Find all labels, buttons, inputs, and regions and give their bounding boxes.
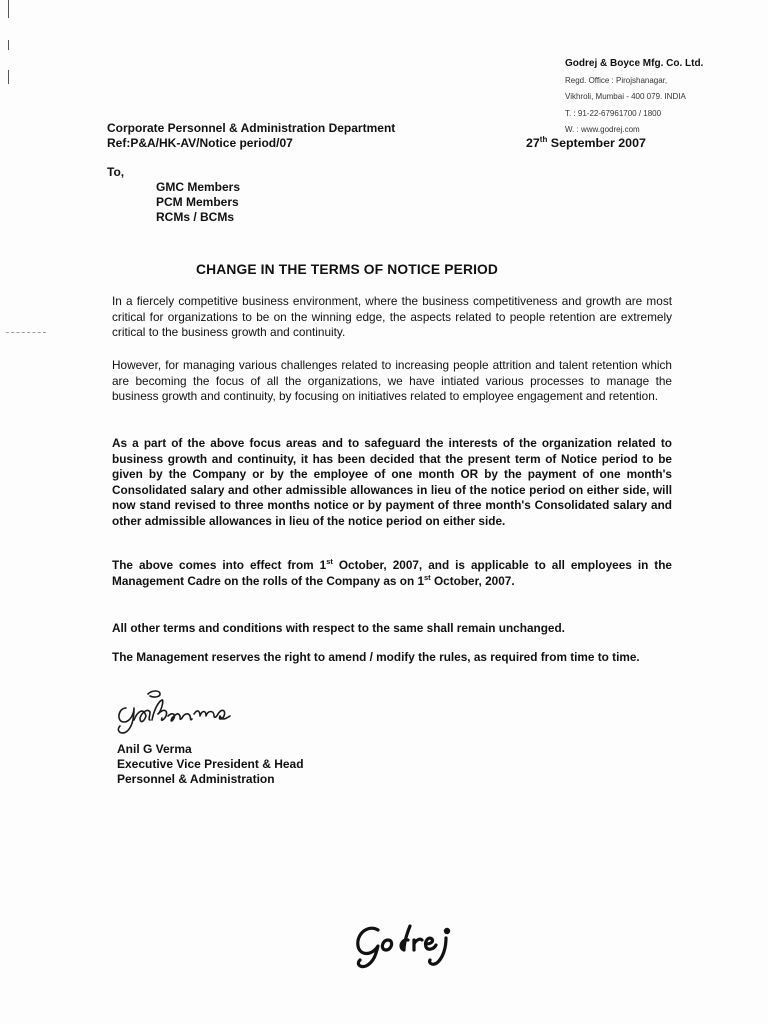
date-rest: September 2007 bbox=[547, 136, 646, 150]
date-day: 27 bbox=[526, 136, 540, 150]
paragraph-2: However, for managing various challenges related to increasing people attrition and talent retention which are becoming the focus of all the organizations, we have intiated various processes to manage the business growth and continuity, by focusing on initiatives related to employee engagement and retention. bbox=[112, 358, 672, 404]
paragraph-6: The Management reserves the right to amend / modify the rules, as required from time to time. bbox=[112, 650, 640, 664]
godrej-logo bbox=[352, 916, 456, 972]
company-regd-office: Regd. Office : Pirojshanagar, bbox=[565, 75, 668, 85]
company-name: Godrej & Boyce Mfg. Co. Ltd. bbox=[565, 58, 704, 69]
p4-sup-2: st bbox=[424, 572, 431, 582]
scan-mark bbox=[8, 40, 9, 50]
p4-text-c: October, 2007. bbox=[430, 573, 515, 588]
signatory-department: Personnel & Administration bbox=[117, 772, 275, 786]
letter-date bbox=[526, 136, 646, 150]
company-address: Vikhroli, Mumbai - 400 079. INDIA bbox=[565, 92, 686, 102]
company-telephone: T. : 91-22-67961700 / 1800 bbox=[565, 108, 662, 118]
department-name: Corporate Personnel & Administration Department bbox=[107, 121, 396, 135]
paragraph-1: In a fiercely competitive business environment, where the business competitiveness and growth are most critical for organizations to be on the winning edge, the aspects related to people retention are extremely critical to the business growth and continuity. bbox=[112, 294, 672, 340]
reference-number: Ref:P&A/HK-AV/Notice period/07 bbox=[107, 135, 293, 150]
paragraph-4 bbox=[112, 558, 672, 589]
signatory-name: Anil G Verma bbox=[117, 742, 192, 756]
p4-text-a: The above comes into effect from 1 bbox=[112, 558, 327, 572]
signatory-title: Executive Vice President & Head bbox=[117, 757, 304, 771]
recipient-item: GMC Members bbox=[156, 180, 241, 194]
p4-sup-1: st bbox=[326, 557, 333, 567]
recipient-item: RCMs / BCMs bbox=[156, 209, 235, 224]
paragraph-3: As a part of the above focus areas and to safeguard the interests of the organization related to business growth and continuity, it has been decided that the present term of Notice period to be given by the Company or by the employee of one month OR by the payment of one month's Consolidated salary and other admissible allowances in lieu of the notice period on either side, will now stand revised to three months notice or by payment of three month's Consolidated salary and other admissible allowances in lieu of the notice period on either side. bbox=[112, 436, 672, 528]
date-suffix: th bbox=[539, 134, 548, 144]
signature-image bbox=[108, 686, 288, 742]
letter-subject: CHANGE IN THE TERMS OF NOTICE PERIOD bbox=[196, 262, 499, 277]
recipient-list bbox=[156, 180, 240, 224]
signatory-block bbox=[117, 742, 304, 787]
company-website: W. : www.godrej.com bbox=[565, 125, 640, 135]
scan-mark bbox=[8, 70, 9, 84]
scan-mark bbox=[8, 0, 9, 18]
p4-text-b: October, 2007, and is applicable to all employees in the Management Cadre on the rolls of the Company as on 1 bbox=[112, 558, 672, 588]
scan-dash bbox=[6, 332, 46, 333]
recipient-item: PCM Members bbox=[156, 194, 239, 209]
sender-block bbox=[107, 121, 395, 150]
to-label: To, bbox=[107, 165, 125, 179]
company-letterhead bbox=[565, 56, 703, 139]
paragraph-5: All other terms and conditions with respect to the same shall remain unchanged. bbox=[112, 621, 565, 635]
